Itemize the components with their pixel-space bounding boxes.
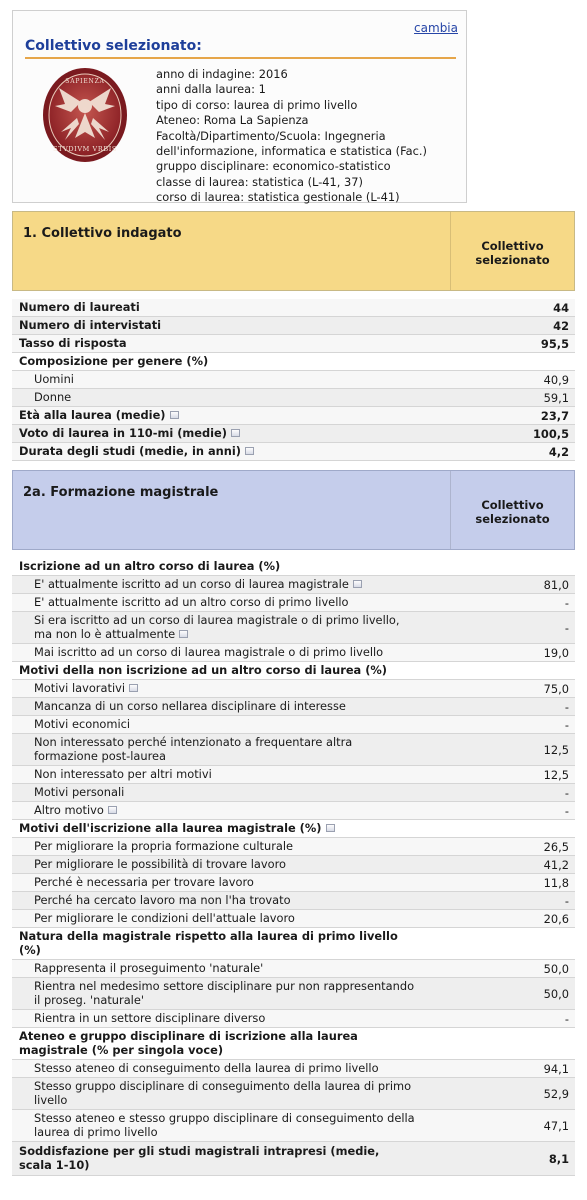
table-row (12, 874, 575, 892)
row-label-text: Composizione per genere (%) (19, 353, 209, 368)
row-label-text: Stesso ateneo e stesso gruppo disciplinare di conseguimento della laurea di primo livello (34, 1111, 415, 1139)
info-popup-icon[interactable] (326, 824, 335, 832)
column-header-line2: selezionato (475, 253, 550, 267)
row-label (12, 664, 477, 677)
row-label (12, 1030, 477, 1056)
column-header (450, 212, 574, 290)
row-label (12, 840, 477, 853)
info-popup-icon[interactable] (231, 429, 240, 437)
row-label-text: E' attualmente iscritto ad un corso di laurea magistrale (34, 576, 349, 591)
info-popup-icon[interactable] (108, 806, 117, 814)
table-row (12, 407, 575, 425)
row-value: - (564, 717, 569, 732)
table-row (12, 698, 575, 716)
row-value: 50,0 (543, 986, 569, 1001)
row-label (12, 409, 477, 422)
table-row (12, 443, 575, 461)
row-label (12, 646, 477, 659)
row-value: - (564, 1011, 569, 1026)
row-label (12, 560, 477, 573)
group-header-row (12, 662, 575, 680)
row-label-text: Stesso gruppo disciplinare di conseguimento della laurea di primo livello (34, 1079, 412, 1107)
row-label (12, 736, 477, 762)
row-label-text: Soddisfazione per gli studi magistrali intrapresi (medie, scala 1-10) (19, 1144, 380, 1172)
row-label-text: Voto di laurea in 110-mi (medie) (19, 425, 227, 440)
table-row (12, 766, 575, 784)
info-popup-icon[interactable] (353, 580, 362, 588)
group-header-row (12, 558, 575, 576)
table-row (12, 1060, 575, 1078)
row-label (12, 804, 477, 817)
section-rows (12, 558, 575, 1176)
row-label-text: Uomini (34, 371, 74, 386)
table-row (12, 680, 575, 698)
info-line: tipo di corso: laurea di primo livello (156, 97, 358, 112)
row-label (12, 319, 477, 332)
row-value: 12,5 (543, 767, 569, 782)
row-label-text: Numero di intervistati (19, 317, 162, 332)
info-line: gruppo disciplinare: economico-statistico (156, 159, 391, 174)
row-value: 41,2 (543, 857, 569, 872)
table-row (12, 594, 575, 612)
row-label (12, 578, 477, 591)
table-row (12, 1110, 575, 1142)
row-label (12, 822, 477, 835)
table-row (12, 960, 575, 978)
info-popup-icon[interactable] (245, 447, 254, 455)
table-row (12, 389, 575, 407)
row-value: - (564, 893, 569, 908)
title-divider (25, 57, 456, 59)
table-row (12, 716, 575, 734)
column-header-line1: Collettivo (481, 498, 544, 512)
row-label (12, 427, 477, 440)
section-title: 2a. Formazione magistrale (23, 485, 219, 500)
table-row (12, 910, 575, 928)
info-line: Facoltà/Dipartimento/Scuola: Ingegneria (156, 128, 386, 143)
table-row (12, 425, 575, 443)
info-popup-icon[interactable] (179, 630, 188, 638)
row-value: 75,0 (543, 681, 569, 696)
table-row (12, 838, 575, 856)
row-value: 4,2 (548, 444, 569, 459)
table-row (12, 802, 575, 820)
row-value: 100,5 (532, 426, 569, 441)
table-row (12, 335, 575, 353)
seal-motto: STVDIVM VRBIS (53, 145, 117, 153)
section-title: 1. Collettivo indagato (23, 226, 182, 241)
row-label-text: Tasso di risposta (19, 335, 127, 350)
row-label (12, 962, 477, 975)
row-label-text: Motivi economici (34, 716, 131, 731)
row-label-text: Motivi personali (34, 784, 125, 799)
section-rows (12, 299, 575, 461)
info-popup-icon[interactable] (129, 684, 138, 692)
column-header-line1: Collettivo (481, 239, 544, 253)
info-line: anni dalla laurea: 1 (156, 82, 266, 97)
row-label (12, 786, 477, 799)
row-label-text: Donne (34, 389, 72, 404)
row-value: 59,1 (543, 390, 569, 405)
table-row (12, 576, 575, 594)
group-header-row (12, 1028, 575, 1060)
row-label-text: Stesso ateneo di conseguimento della laurea di primo livello (34, 1060, 379, 1075)
row-label (12, 373, 477, 386)
row-value: 81,0 (543, 577, 569, 592)
section-header (12, 211, 575, 291)
row-label (12, 682, 477, 695)
table-row (12, 299, 575, 317)
row-label-text: Per migliorare le condizioni dell'attuale lavoro (34, 910, 295, 925)
section-collettivo-indagato (12, 211, 575, 461)
box-title: Collettivo selezionato: (25, 38, 202, 54)
table-row (12, 978, 575, 1010)
info-popup-icon[interactable] (170, 411, 179, 419)
row-label (12, 700, 477, 713)
table-row (12, 1142, 575, 1176)
row-label-text: Per migliorare la propria formazione culturale (34, 838, 294, 853)
row-value: 40,9 (543, 372, 569, 387)
row-label (12, 1112, 477, 1138)
row-label (12, 912, 477, 925)
row-value: 50,0 (543, 961, 569, 976)
row-value: - (564, 803, 569, 818)
row-label (12, 768, 477, 781)
table-row (12, 1078, 575, 1110)
column-header-line2: selezionato (475, 512, 550, 526)
table-row (12, 734, 575, 766)
group-header-row (12, 928, 575, 960)
info-line: Ateneo: Roma La Sapienza (156, 113, 309, 128)
table-row (12, 1010, 575, 1028)
row-label (12, 391, 477, 404)
seal-text: SAPIENZA (65, 78, 105, 85)
info-line: anno di indagine: 2016 (156, 67, 288, 81)
row-label-text: Rientra in un settore disciplinare diverso (34, 1010, 266, 1025)
row-label (12, 894, 477, 907)
row-label (12, 337, 477, 350)
row-label (12, 1062, 477, 1075)
row-label-text: Si era iscritto ad un corso di laurea magistrale o di primo livello, ma non lo è attualmente (34, 613, 400, 641)
row-label-text: Motivi lavorativi (34, 680, 126, 695)
row-value: - (564, 620, 569, 635)
row-label-text: Rappresenta il proseguimento 'naturale' (34, 960, 264, 975)
row-value: 52,9 (543, 1086, 569, 1101)
row-label (12, 930, 477, 956)
collective-info (156, 67, 427, 206)
row-value: 26,5 (543, 839, 569, 854)
row-label (12, 355, 477, 368)
table-row (12, 612, 575, 644)
table-row (12, 784, 575, 802)
row-label (12, 445, 477, 458)
university-seal-logo (41, 66, 129, 164)
table-row (12, 892, 575, 910)
row-label-text: Ateneo e gruppo disciplinare di iscrizione alla laurea magistrale (% per singola voce) (19, 1029, 358, 1057)
row-label (12, 718, 477, 731)
group-header-row (12, 353, 575, 371)
row-label (12, 614, 477, 640)
row-value: 20,6 (543, 911, 569, 926)
row-label (12, 596, 477, 609)
info-line: dell'informazione, informatica e statistica (Fac.) (156, 144, 427, 159)
group-header-row (12, 820, 575, 838)
row-label-text: Perché ha cercato lavoro ma non l'ha trovato (34, 892, 291, 907)
row-value: 12,5 (543, 742, 569, 757)
row-value: 94,1 (543, 1061, 569, 1076)
row-value: - (564, 785, 569, 800)
row-label-text: Mai iscritto ad un corso di laurea magistrale o di primo livello (34, 644, 384, 659)
table-row (12, 371, 575, 389)
info-line: classe di laurea: statistica (L-41, 37) (156, 174, 363, 189)
row-value: 23,7 (540, 408, 569, 423)
row-label-text: E' attualmente iscritto ad un altro corso di primo livello (34, 594, 349, 609)
table-row (12, 856, 575, 874)
row-value: 8,1 (548, 1151, 569, 1166)
selected-collective-box (12, 10, 467, 203)
row-label-text: Durata degli studi (medie, in anni) (19, 443, 242, 458)
row-value: 19,0 (543, 645, 569, 660)
row-label-text: Motivi dell'iscrizione alla laurea magistrale (%) (19, 820, 322, 835)
table-row (12, 644, 575, 662)
row-label-text: Età alla laurea (medie) (19, 407, 166, 422)
section-formazione-magistrale (12, 470, 575, 1176)
row-label (12, 1080, 477, 1106)
row-label (12, 301, 477, 314)
row-label-text: Numero di laureati (19, 299, 140, 314)
row-value: - (564, 699, 569, 714)
row-value: 44 (553, 300, 569, 315)
row-label-text: Per migliorare le possibilità di trovare lavoro (34, 856, 287, 871)
table-row (12, 317, 575, 335)
row-label-text: Natura della magistrale rispetto alla laurea di primo livello (%) (19, 929, 398, 957)
row-label (12, 980, 477, 1006)
row-label (12, 876, 477, 889)
row-label-text: Non interessato per altri motivi (34, 766, 212, 781)
row-label-text: Iscrizione ad un altro corso di laurea (%) (19, 558, 281, 573)
row-value: 95,5 (540, 336, 569, 351)
row-label (12, 1145, 477, 1171)
row-label-text: Perché è necessaria per trovare lavoro (34, 874, 254, 889)
column-header (450, 471, 574, 549)
row-label-text: Non interessato perché intenzionato a frequentare altra formazione post-laurea (34, 735, 353, 763)
row-label (12, 858, 477, 871)
row-value: 47,1 (543, 1118, 569, 1133)
row-value: 42 (553, 318, 569, 333)
row-value: - (564, 595, 569, 610)
row-label-text: Altro motivo (34, 802, 104, 817)
row-value: 11,8 (543, 875, 569, 890)
row-label (12, 1012, 477, 1025)
row-label-text: Mancanza di un corso nellarea disciplinare di interesse (34, 698, 346, 713)
section-header (12, 470, 575, 550)
info-line: corso di laurea: statistica gestionale (L-41) (156, 190, 400, 205)
row-label-text: Rientra nel medesimo settore disciplinare pur non rappresentando il proseg. 'naturale' (34, 979, 415, 1007)
change-link[interactable]: cambia (414, 21, 458, 35)
row-label-text: Motivi della non iscrizione ad un altro corso di laurea (%) (19, 662, 388, 677)
